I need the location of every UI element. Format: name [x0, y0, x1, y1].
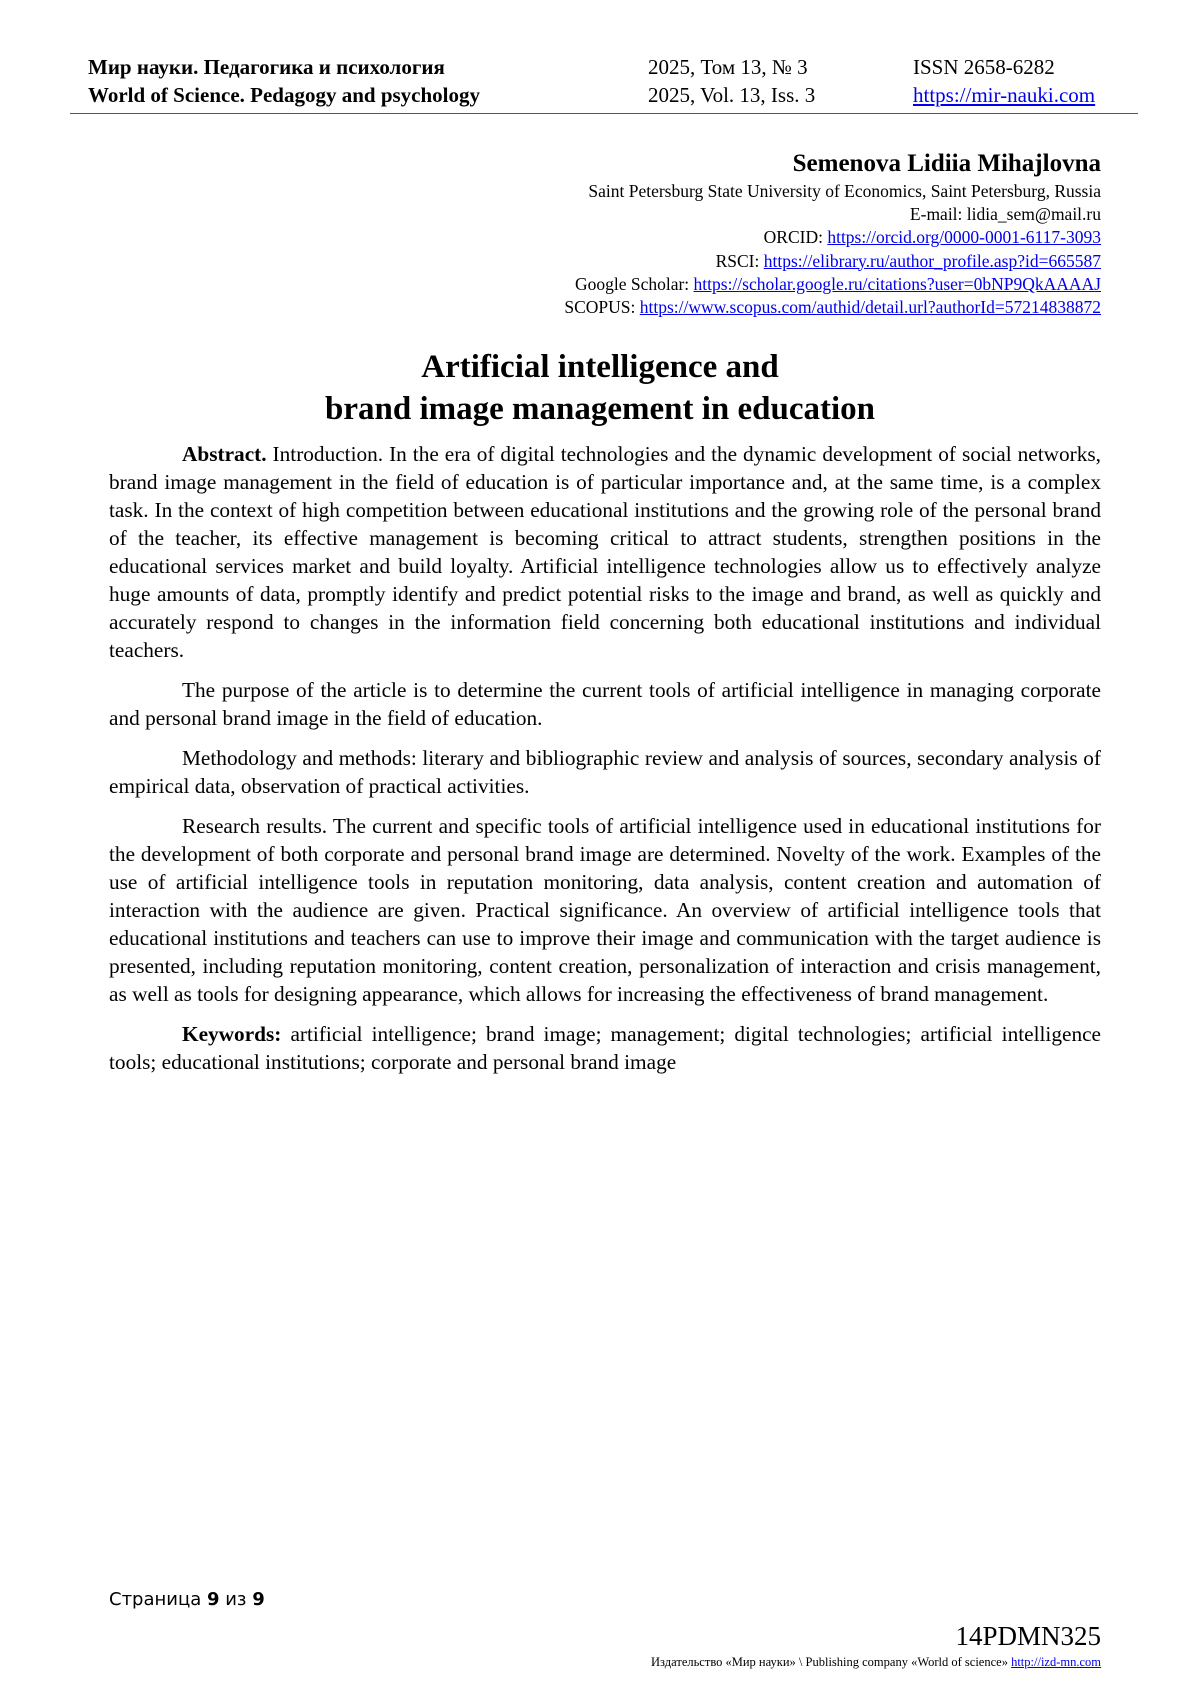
scholar-link[interactable]: https://scholar.google.ru/citations?user=0bNP9QkAAAAJ: [693, 273, 1101, 294]
page-current: 9: [206, 1589, 220, 1610]
issn-block: [913, 53, 1095, 109]
page-total: 9: [252, 1589, 265, 1610]
abstract-purpose-paragraph: The purpose of the article is to determine the current tools of artificial intelligence in managing corporate and personal brand image in the field of education.: [109, 678, 1101, 730]
scholar-label: Google Scholar:: [574, 273, 694, 294]
journal-header: [70, 53, 1138, 114]
author-affiliation: Saint Petersburg State University of Economics, Saint Petersburg, Russia: [588, 181, 1101, 201]
title-line-2: brand image management in education: [324, 391, 875, 427]
abstract-intro-text: Introduction. In the era of digital technologies and the dynamic development of social networks, brand image management in the field of education is of particular importance and, at the same time, is a complex task. In the context of high competition between educational institutions and the growing role of the personal brand of the teacher, its effective management is becoming critical to attract students, strengthen positions in the educational services market and build loyalty. Artificial intelligence technologies allow us to effectively analyze huge amounts of data, promptly identify and predict potential risks to the image and brand, as well as quickly and accurately respond to changes in the information field concerning both educational institutions and individual teachers.: [109, 442, 1101, 662]
publisher-text: Издательство «Мир науки» \ Publishing company «World of science»: [651, 1655, 1012, 1669]
orcid-link[interactable]: https://orcid.org/0000-0001-6117-3093: [827, 227, 1101, 248]
keywords-text: artificial intelligence; brand image; management; digital technologies; artificial intelligence tools; educational institutions; corporate and personal brand image: [109, 1022, 1101, 1074]
scopus-link[interactable]: https://www.scopus.com/authid/detail.url?authorId=57214838872: [639, 297, 1101, 318]
issn: ISSN 2658-6282: [913, 55, 1055, 79]
journal-name-block: [88, 53, 480, 109]
page-of: из: [219, 1589, 253, 1610]
scopus-label: SCOPUS:: [564, 297, 640, 318]
issue-info-en: 2025, Vol. 13, Iss. 3: [648, 83, 816, 107]
author-email: E-mail: lidia_sem@mail.ru: [909, 204, 1101, 225]
author-orcid: [564, 226, 1101, 249]
page-counter: [109, 1588, 265, 1612]
journal-site-link[interactable]: https://mir-nauki.com: [913, 83, 1096, 107]
author-name: Semenova Lidiia Mihajlovna: [792, 150, 1101, 177]
article-code: 14PDMN325: [955, 1621, 1101, 1651]
title-line-1: Artificial intelligence and: [421, 349, 779, 385]
article-title: [0, 346, 1200, 430]
journal-name-ru: Мир науки. Педагогика и психология: [88, 55, 445, 79]
page-word: Страница: [109, 1589, 207, 1610]
publisher-link[interactable]: http://izd-mn.com: [1011, 1655, 1101, 1669]
author-scopus: [564, 296, 1101, 319]
author-rsci: [564, 250, 1101, 273]
abstract-section: [109, 440, 1101, 1088]
author-scholar: [564, 273, 1101, 296]
publisher-line: [651, 1654, 1101, 1670]
rsci-label: RSCI:: [715, 250, 764, 271]
abstract-results-paragraph: Research results. The current and specific tools of artificial intelligence used in educational institutions for the development of both corporate and personal brand image are determined. Novelty of the work. Examples of the use of artificial intelligence tools in reputation monitoring, data analysis, content creation and automation of interaction with the audience are given. Practical significance. An overview of artificial intelligence tools that educational institutions and teachers can use to improve their image and communication with the target audience is presented, including reputation monitoring, content creation, personalization of interaction and crisis management, as well as tools for designing appearance, which allows for increasing the effectiveness of brand management.: [109, 814, 1101, 1006]
rsci-link[interactable]: https://elibrary.ru/author_profile.asp?id=665587: [763, 250, 1101, 271]
abstract-methods-paragraph: Methodology and methods: literary and bibliographic review and analysis of sources, secondary analysis of empirical data, observation of practical activities.: [109, 746, 1101, 798]
abstract-intro-paragraph: [109, 440, 1101, 664]
orcid-label: ORCID:: [763, 227, 828, 248]
issue-info-block: [648, 53, 815, 109]
keywords-paragraph: [109, 1020, 1101, 1076]
abstract-label: Abstract.: [182, 442, 267, 466]
journal-name-en: World of Science. Pedagogy and psychology: [88, 83, 481, 107]
issue-info-ru: 2025, Том 13, № 3: [648, 55, 808, 79]
author-block: [564, 148, 1101, 319]
keywords-label: Keywords:: [182, 1022, 282, 1046]
